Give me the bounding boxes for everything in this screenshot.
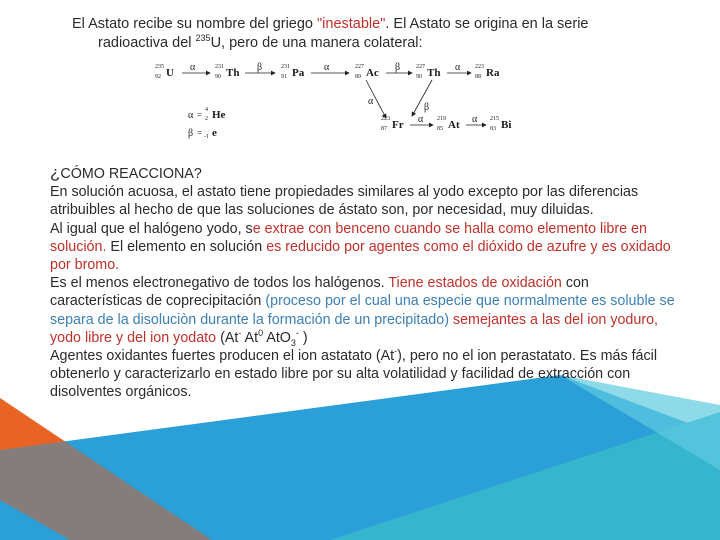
intro-text-2b: U, pero de una manera colateral: — [210, 35, 423, 51]
p3-text-c: con características de coprecipitación — [50, 275, 589, 310]
nuclide-pa231 — [281, 64, 305, 80]
alpha-label: α — [472, 114, 478, 125]
nuclide-fr223 — [381, 116, 404, 132]
main-text — [50, 164, 682, 402]
svg-text:219: 219 — [437, 116, 446, 122]
alpha-label: α — [368, 96, 374, 107]
svg-text:223: 223 — [381, 116, 390, 122]
nuclide-at219 — [437, 116, 460, 132]
p3-blue-d: (proceso por el cual una especie que normalmente es soluble se separa de la disoluciòn durante la formación de un precipitado) — [50, 293, 675, 328]
svg-text:223: 223 — [475, 64, 484, 70]
intro-line-1 — [72, 15, 672, 34]
beta-label: β — [257, 62, 263, 73]
p3-formula-sup-minus-2: - — [295, 328, 299, 339]
p3-red-e: semejantes a las del ion yoduro, yodo libre y del ion yodato — [50, 311, 658, 346]
beta-label: β — [395, 62, 401, 73]
svg-text:2: 2 — [205, 116, 208, 122]
svg-text:90: 90 — [416, 74, 422, 80]
svg-text:e: e — [212, 127, 217, 139]
p3-formula-close: ) — [298, 329, 308, 346]
svg-text:89: 89 — [355, 74, 361, 80]
p4-sup-minus: - — [394, 346, 398, 357]
svg-text:Th: Th — [427, 67, 441, 79]
intro-text-2a: radioactiva del — [98, 35, 196, 51]
svg-text:227: 227 — [355, 64, 364, 70]
svg-text:Pa: Pa — [292, 67, 305, 79]
svg-text:-1: -1 — [204, 134, 209, 140]
svg-text:231: 231 — [281, 64, 290, 70]
svg-text:β: β — [188, 128, 194, 139]
svg-text:U: U — [166, 67, 174, 79]
nuclide-ra223 — [475, 64, 500, 80]
nuclide-u235 — [155, 64, 174, 80]
legend-alpha — [188, 107, 226, 122]
intro-text-1a: El Astato recibe su nombre del griego — [72, 16, 318, 32]
paragraph-2 — [50, 220, 682, 275]
svg-text:Fr: Fr — [392, 119, 404, 131]
p2-text-c: El elemento en solución — [106, 238, 267, 255]
intro-quote: "inestable" — [317, 16, 386, 32]
paragraph-1: En solución acuosa, el astato tiene propiedades similares al yodo excepto por las diferencias atribuibles al hecho de que las soluciones de ástato son, por necesidad, muy diluidas. — [50, 184, 639, 219]
p3-formula-sup-minus: - — [238, 328, 242, 339]
p3-formula-at-minus: (At — [216, 329, 239, 346]
svg-text:=: = — [197, 128, 203, 138]
p3-formula-ato3: AtO — [263, 329, 291, 346]
svg-text:Th: Th — [226, 67, 240, 79]
p3-formula-at0: At — [241, 329, 259, 346]
legend-beta — [188, 127, 217, 140]
intro-text — [72, 15, 672, 53]
svg-text:87: 87 — [381, 126, 387, 132]
p2-red-d: es reducido por agentes como el dióxido de azufre y es oxidado por bromo. — [50, 238, 671, 274]
p3-formula-sub-three: 3 — [290, 337, 296, 348]
svg-text:Ra: Ra — [486, 67, 500, 79]
alpha-label: α — [324, 62, 330, 73]
svg-text:90: 90 — [215, 74, 221, 80]
p3-red-b: Tiene estados de oxidación — [388, 275, 562, 292]
svg-text:92: 92 — [155, 74, 161, 80]
p2-red-b: e extrae con benceno cuando se halla como elemento libre en solución. — [50, 220, 647, 255]
svg-text:85: 85 — [437, 126, 443, 132]
nuclide-th231 — [215, 64, 239, 80]
nuclide-ac227 — [355, 64, 379, 80]
intro-line-2 — [72, 34, 672, 53]
svg-text:231: 231 — [215, 64, 224, 70]
svg-text:83: 83 — [490, 126, 496, 132]
svg-text:He: He — [212, 109, 226, 121]
svg-text:α: α — [188, 110, 194, 121]
uranium-mass-superscript: 235 — [195, 33, 211, 44]
heading-como-reacciona — [50, 164, 682, 183]
svg-text:215: 215 — [490, 116, 499, 122]
svg-text:Bi: Bi — [501, 119, 512, 131]
svg-text:227: 227 — [416, 64, 425, 70]
heading-question-mark: ¿ — [50, 163, 61, 182]
nuclide-th227 — [416, 64, 440, 80]
decay-chain-diagram — [150, 58, 520, 140]
p2-text-a: Al igual que el halógeno yodo, s — [50, 220, 253, 237]
svg-text:At: At — [448, 119, 460, 131]
svg-text:Ac: Ac — [366, 67, 379, 79]
svg-text:235: 235 — [155, 64, 164, 70]
alpha-label: α — [418, 114, 424, 125]
intro-text-1b: . El Astato se origina en la serie — [385, 16, 589, 32]
alpha-label: α — [190, 62, 196, 73]
p4-text-b: ), pero no el ion perastatato. Es más fácil obtenerlo y caracterizarlo en estado libre por su alta volatilidad y facilidad de extracción con disolventes orgánicos. — [50, 348, 657, 401]
beta-label: β — [424, 102, 430, 113]
nuclide-bi215 — [490, 116, 511, 132]
svg-text:4: 4 — [205, 107, 208, 113]
svg-text:88: 88 — [475, 74, 481, 80]
alpha-label: α — [455, 62, 461, 73]
p4-text-a: Agentes oxidantes fuertes producen el ion astatato (At — [50, 348, 395, 365]
svg-text:=: = — [197, 110, 203, 120]
svg-text:91: 91 — [281, 74, 287, 80]
paragraph-3 — [50, 274, 682, 347]
paragraph-4 — [50, 347, 682, 402]
p3-text-a: Es el menos electronegativo de todos los halógenos. — [50, 275, 389, 292]
heading-text: CÓMO REACCIONA? — [60, 166, 202, 182]
p3-formula-sup-zero: 0 — [258, 328, 264, 339]
